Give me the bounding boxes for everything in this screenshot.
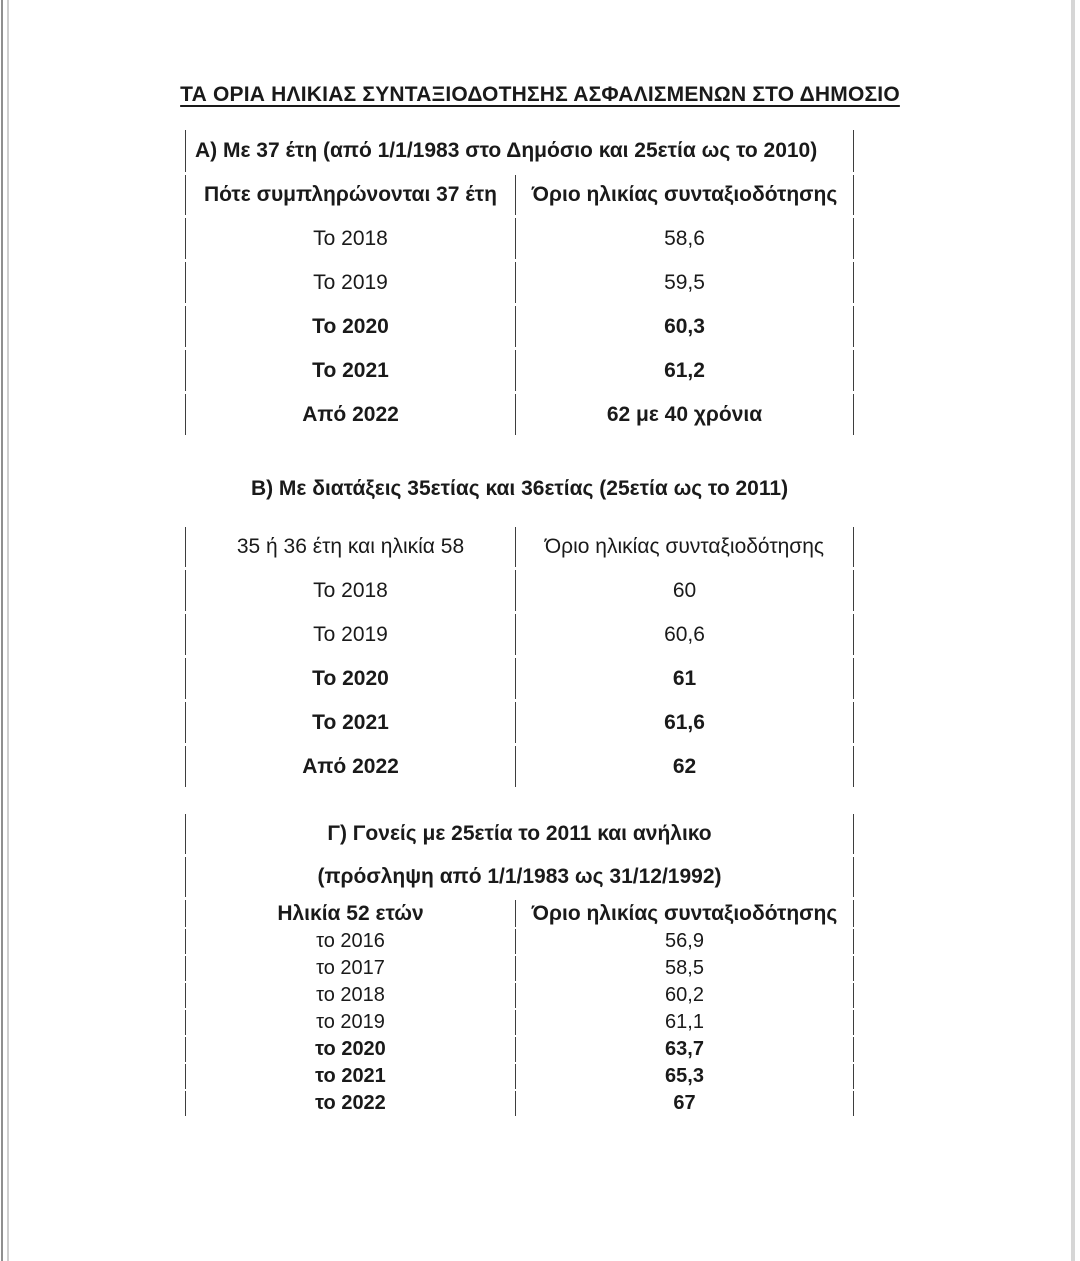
page-title: ΤΑ ΟΡΙΑ ΗΛΙΚΙΑΣ ΣΥΝΤΑΞΙΟΔΟΤΗΣΗΣ ΑΣΦΑΛΙΣΜΕΝΩΝ ΣΤΟ ΔΗΜΟΣΙΟ: [180, 83, 900, 106]
table-row: [185, 983, 854, 1008]
table-row: [185, 746, 854, 787]
column-header-limit: Όριο ηλικίας συνταξιοδότησης: [531, 901, 838, 925]
year-cell: Το 2018: [186, 570, 516, 611]
scan-edge-line-right: [1071, 0, 1075, 1261]
value-cell: 67: [673, 1092, 696, 1114]
year-cell: το 2019: [186, 1010, 516, 1035]
year-cell: το 2018: [186, 983, 516, 1008]
column-header-when: 35 ή 36 έτη και ηλικία 58: [186, 527, 516, 567]
table-row: [185, 702, 854, 743]
section-c-header-row: [185, 900, 854, 927]
section-b-heading: Β) Με διατάξεις 35ετίας και 36ετίας (25ετία ως το 2011): [250, 477, 789, 500]
table-row: [185, 1064, 854, 1089]
value-cell: 60,6: [664, 622, 705, 646]
table-row: [185, 218, 854, 259]
value-cell: 60: [672, 578, 697, 602]
value-cell: 56,9: [665, 930, 704, 952]
table-row: [185, 614, 854, 655]
table-row: [185, 658, 854, 699]
value-cell: 61: [672, 666, 697, 690]
year-cell: Το 2021: [186, 702, 516, 743]
value-cell: 58,5: [665, 957, 704, 979]
value-cell: 61,2: [664, 358, 705, 382]
table-row: [185, 262, 854, 303]
year-cell: Το 2020: [186, 658, 516, 699]
year-cell: το 2021: [186, 1064, 516, 1089]
year-cell: Το 2018: [186, 218, 516, 259]
table-row: [185, 1010, 854, 1035]
table-row: [185, 350, 854, 391]
section-c-heading-row: [185, 814, 854, 854]
column-header-limit: Όριο ηλικίας συνταξιοδότησης: [531, 183, 838, 206]
value-cell: 60,3: [664, 314, 705, 338]
table-row: [185, 394, 854, 435]
value-cell: 60,2: [665, 984, 704, 1006]
section-b-header-row: [185, 527, 854, 567]
table-row: [185, 306, 854, 347]
value-cell: 62: [672, 754, 697, 778]
value-cell: 59,5: [664, 270, 705, 294]
table-row: [185, 956, 854, 981]
section-c-heading: Γ) Γονείς με 25ετία το 2011 και ανήλικο: [327, 822, 712, 845]
column-header-age: Ηλικία 52 ετών: [186, 900, 516, 927]
table-row: [185, 570, 854, 611]
table-row: [185, 929, 854, 954]
section-b-table: [185, 527, 854, 790]
year-cell: Το 2019: [186, 262, 516, 303]
section-c-table: [185, 814, 854, 1118]
section-a-table: [185, 130, 854, 438]
year-cell: το 2020: [186, 1037, 516, 1062]
value-cell: 65,3: [665, 1065, 704, 1087]
scan-edge-line-dark: [1, 0, 3, 1261]
value-cell: 58,6: [664, 226, 705, 250]
year-cell: Από 2022: [186, 394, 516, 435]
year-cell: το 2017: [186, 956, 516, 981]
section-a-heading-row: [185, 130, 854, 172]
table-row: [185, 1037, 854, 1062]
value-cell: 61,6: [664, 710, 705, 734]
column-header-when: Πότε συμπληρώνονται 37 έτη: [186, 175, 516, 215]
value-cell: 63,7: [665, 1038, 704, 1060]
year-cell: το 2022: [186, 1091, 516, 1116]
section-a-heading: Α) Με 37 έτη (από 1/1/1983 στο Δημόσιο και 25ετία ως το 2010): [195, 139, 818, 162]
year-cell: Το 2019: [186, 614, 516, 655]
section-c-subheading-row: [185, 857, 854, 897]
column-header-limit: Όριο ηλικίας συνταξιοδότησης: [544, 535, 825, 558]
year-cell: Το 2021: [186, 350, 516, 391]
scan-edge-line-light: [7, 0, 9, 1261]
section-a-header-row: [185, 175, 854, 215]
table-row: [185, 1091, 854, 1116]
year-cell: το 2016: [186, 929, 516, 954]
year-cell: Το 2020: [186, 306, 516, 347]
value-cell: 62 με 40 χρόνια: [606, 402, 763, 426]
year-cell: Από 2022: [186, 746, 516, 787]
section-c-subheading: (πρόσληψη από 1/1/1983 ως 31/12/1992): [317, 865, 722, 888]
value-cell: 61,1: [665, 1011, 704, 1033]
